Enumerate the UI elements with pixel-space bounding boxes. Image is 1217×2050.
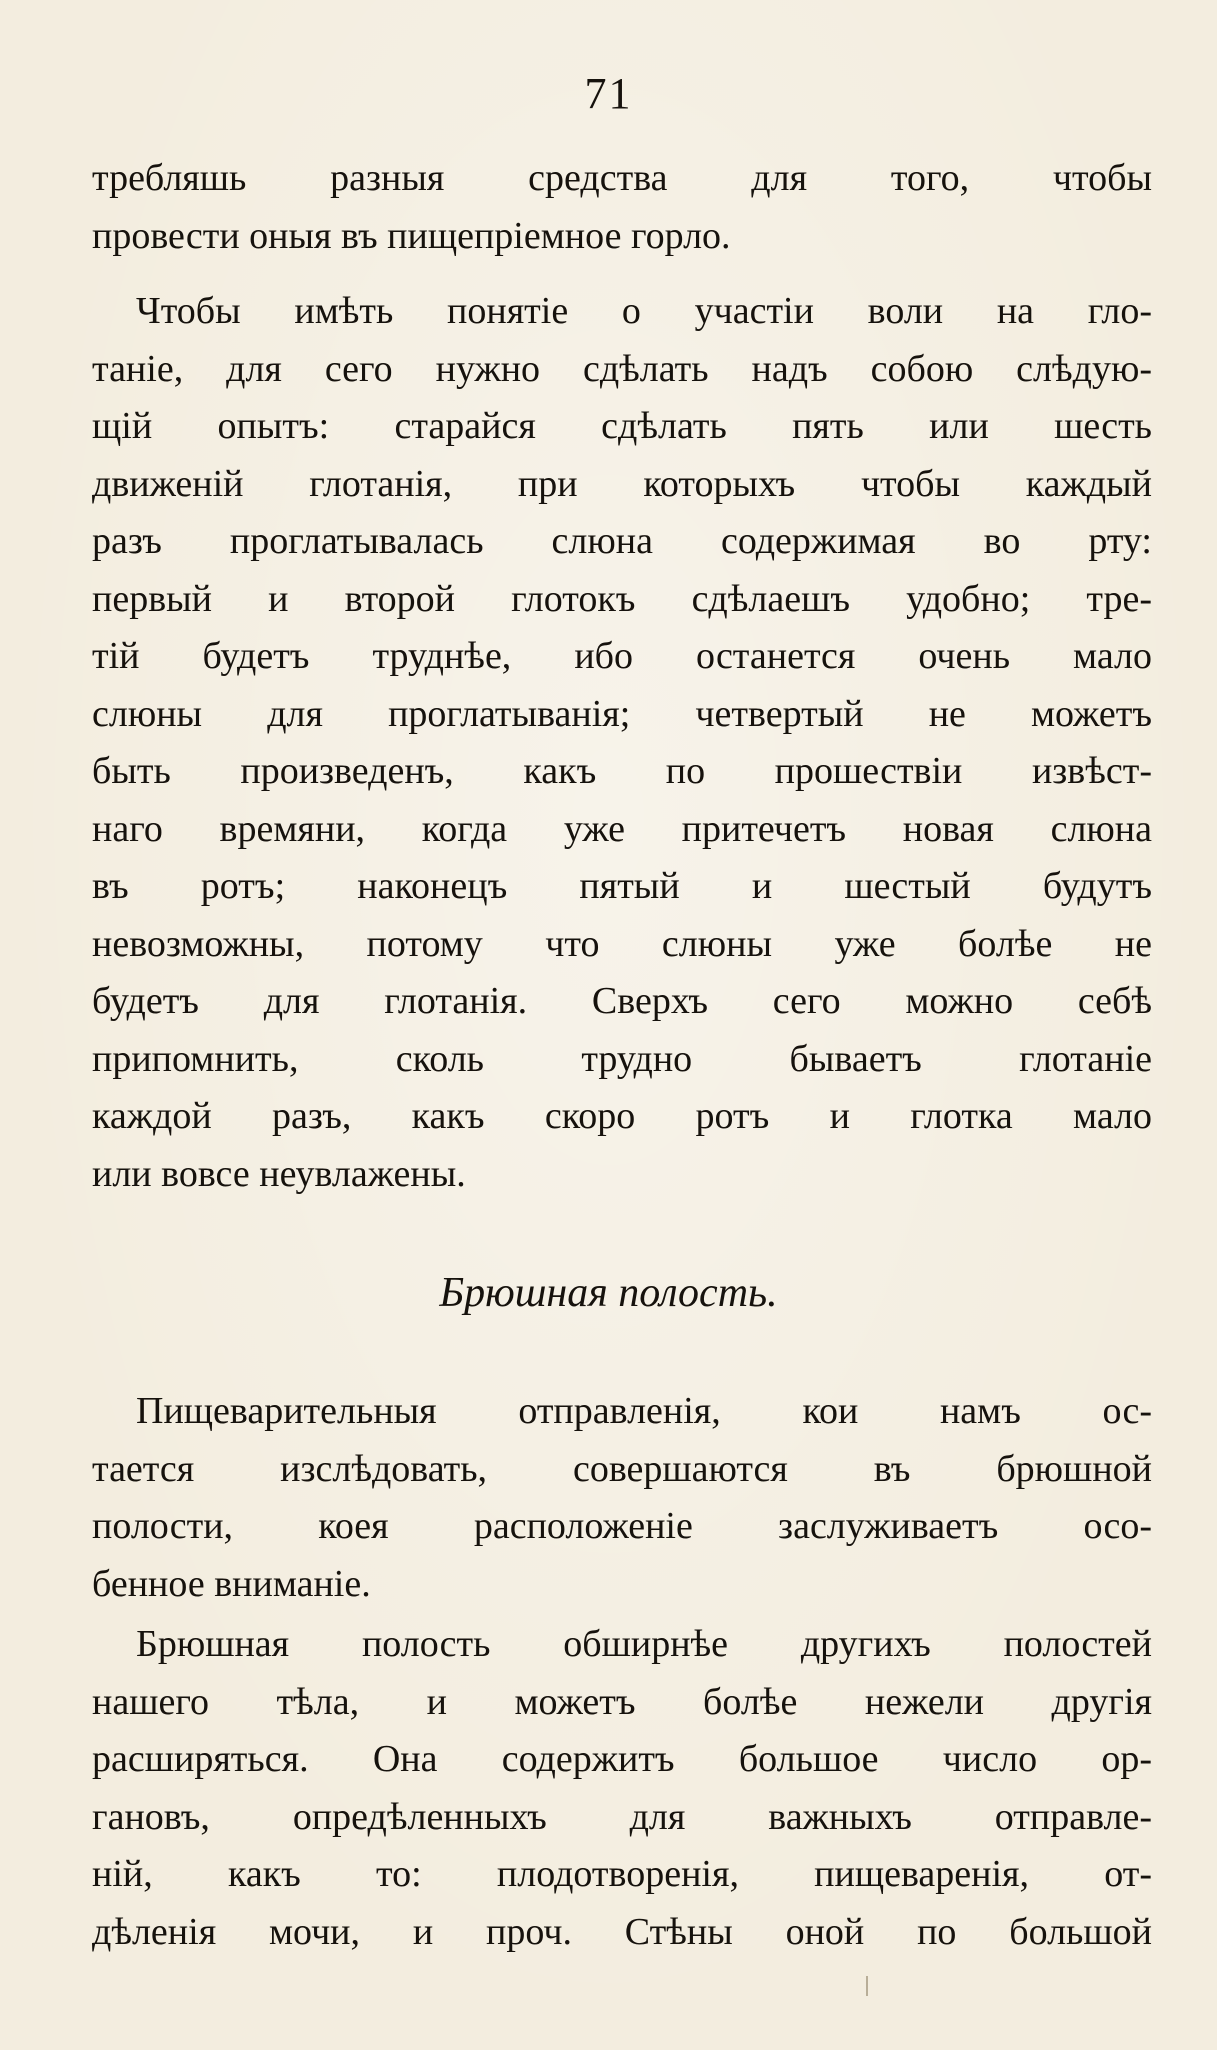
text-line: Чтобы имѣть понятіе о участіи воли на гло- [136,290,1152,332]
text-line: Пищеварительныя отправленія, кои намъ ос- [136,1390,1152,1432]
page-number: 71 [584,69,633,118]
text-line: нашего тѣла, и можетъ болѣе нежели другія [92,1680,1152,1723]
text-line: Брюшная полость обширнѣе другихъ полостей [136,1623,1152,1665]
text-line: тается изслѣдовать, совершаются въ брюшной [92,1447,1152,1490]
text-line: первый и второй глотокъ сдѣлаешъ удобно; тре- [92,577,1152,620]
text-line: тій будетъ труднѣе, ибо останется очень мало [92,635,1152,677]
text-line: требляшь разныя средства для того, чтобы [92,157,1152,199]
text-line: провести оныя въ пищепріемное горло. [92,214,731,257]
text-line: движеній глотанія, при которыхъ чтобы каждый [92,462,1152,505]
text-line: или вовсе неувлажены. [92,1152,466,1195]
text-line: щій опытъ: старайся сдѣлать пять или шесть [92,405,1152,447]
paragraph-cavity [92,1616,1152,1961]
text-line: бенное вниманіе. [92,1562,371,1605]
paragraph-continuation [92,150,1152,265]
text-line: въ ротъ; наконецъ пятый и шестый будутъ [92,865,1152,907]
text-line: таніе, для сего нужно сдѣлать надъ собою слѣдую- [92,347,1152,390]
section-heading: Брюшная полость. [439,1270,778,1316]
paragraph-digestion [92,1383,1152,1613]
text-line: будетъ для глотанія. Сверхъ сего можно себѣ [92,980,1152,1022]
text-line: расширяться. Она содержитъ большое число ор- [92,1738,1152,1780]
text-line: наго времяни, когда уже притечетъ новая слюна [92,807,1152,850]
text-line: невозможны, потому что слюны уже болѣе не [92,922,1152,965]
text-line: каждой разъ, какъ скоро ротъ и глотка мало [92,1095,1152,1137]
text-line: гановъ, опредѣленныхъ для важныхъ отправле- [92,1795,1152,1838]
text-line: ній, какъ то: плодотворенія, пищеваренія, от- [92,1853,1152,1895]
print-mark [866,1976,868,1996]
text-line: дѣленія мочи, и проч. Стѣны оной по большой [92,1910,1152,1953]
text-line: припомнить, сколь трудно бываетъ глотаніе [92,1037,1152,1080]
text-line: слюны для проглатыванія; четвертый не можетъ [92,692,1152,735]
text-line: разъ проглатывалась слюна содержимая во рту: [92,520,1152,562]
text-line: быть произведенъ, какъ по прошествіи извѣст- [92,750,1152,792]
text-line: полости, коея расположеніе заслуживаетъ осо- [92,1505,1152,1547]
paragraph-swallowing [92,283,1152,1203]
